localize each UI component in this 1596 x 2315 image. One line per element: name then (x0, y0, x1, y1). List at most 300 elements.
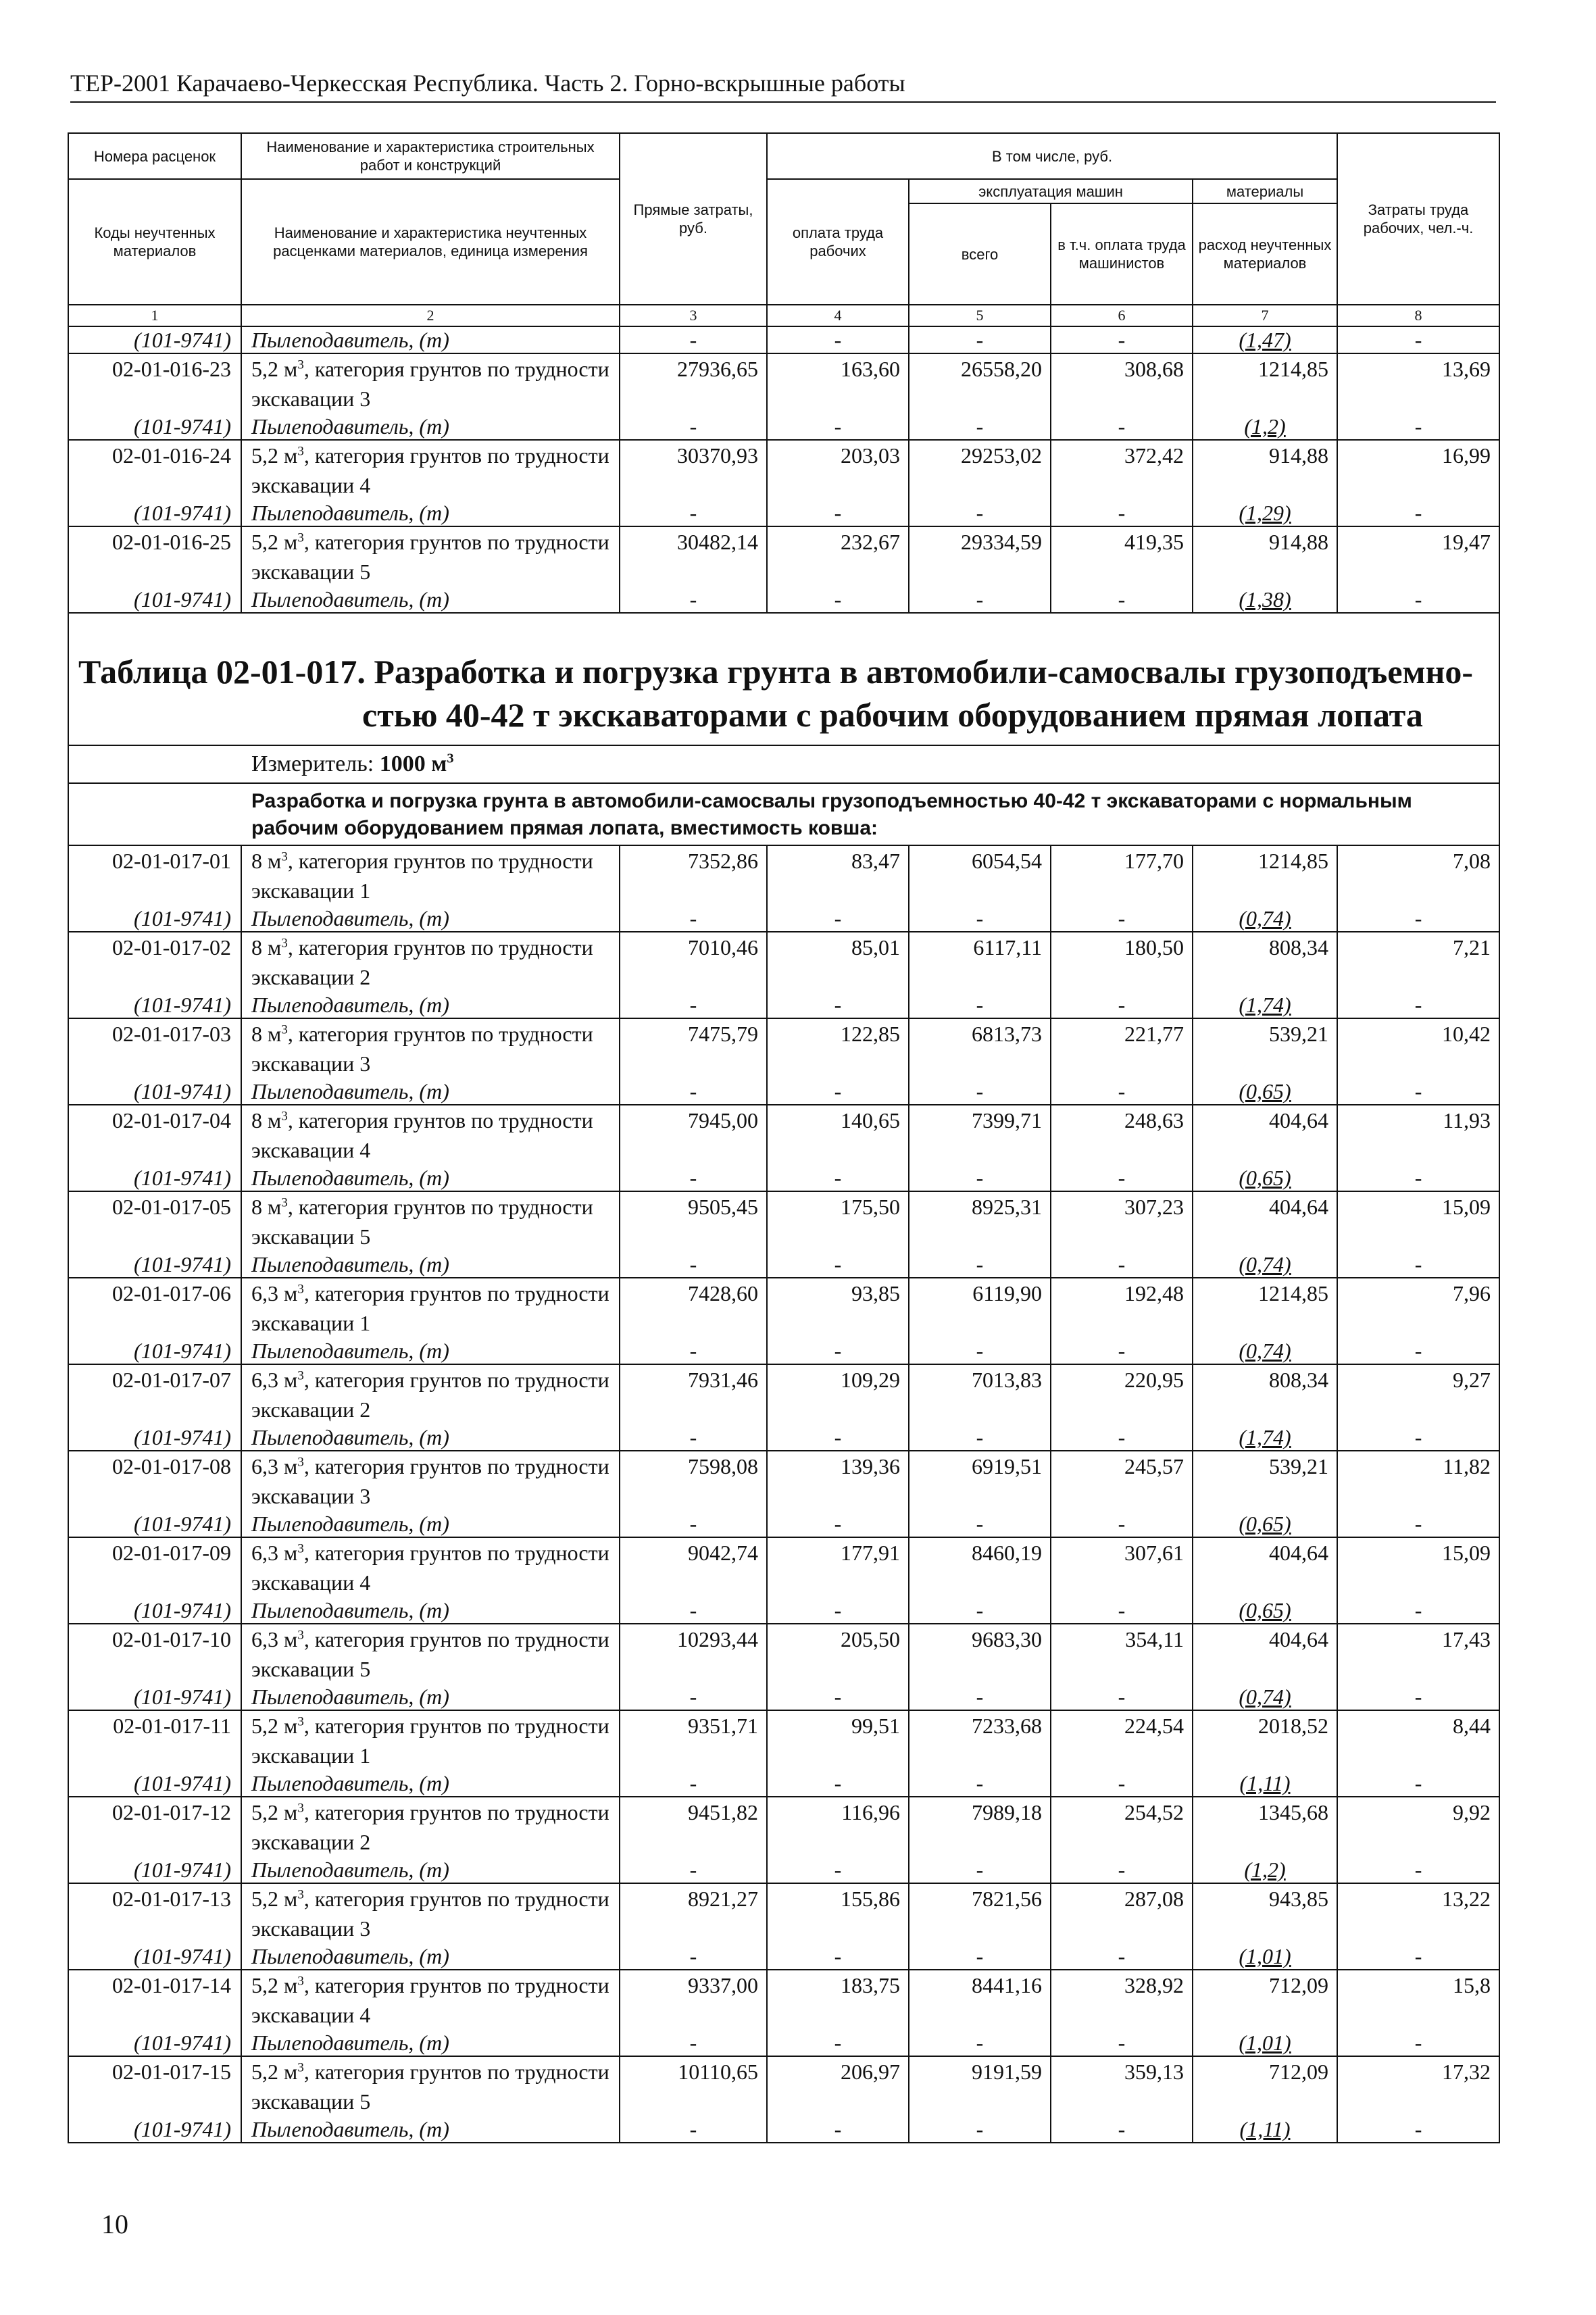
empty-value: - (1051, 1597, 1193, 1624)
empty-value: - (1337, 1597, 1499, 1624)
empty-value: - (909, 1597, 1051, 1624)
material-name: Пылеподавитель, (т) (241, 1424, 620, 1451)
measurer-value: 1000 $м^3$ (379, 751, 454, 776)
material-name: Пылеподавитель, (т) (241, 1770, 620, 1797)
materials-cost: 712,09 (1193, 2056, 1337, 2116)
labor-hours: 16,99 (1337, 440, 1499, 500)
material-code: (101-9741) (68, 1943, 241, 1970)
work-description: 6,3 $м^3$, категория грунтов по трудности экскавации 2 (241, 1364, 620, 1424)
direct-costs: 9351,71 (620, 1710, 767, 1770)
empty-value: - (767, 1684, 909, 1710)
empty-value: - (1051, 905, 1193, 932)
page-number: 10 (101, 2209, 128, 2239)
material-code: (101-9741) (68, 905, 241, 932)
materials-cost: 539,21 (1193, 1018, 1337, 1078)
empty-value: - (620, 1684, 767, 1710)
material-row (68, 414, 1499, 440)
machine-total: 9191,59 (909, 2056, 1051, 2116)
machine-total: 7013,83 (909, 1364, 1051, 1424)
machinist-pay: 224,54 (1051, 1710, 1193, 1770)
empty-value: - (767, 1857, 909, 1883)
col-number: 6 (1051, 305, 1193, 326)
labor-hours: 17,32 (1337, 2056, 1499, 2116)
empty-value: - (767, 2116, 909, 2143)
material-row (68, 1078, 1499, 1105)
empty-value: - (767, 500, 909, 526)
material-code: (101-9741) (68, 414, 241, 440)
material-row (68, 1251, 1499, 1278)
direct-costs: 7598,08 (620, 1451, 767, 1511)
material-code: (101-9741) (68, 1338, 241, 1364)
labor-pay: 177,91 (767, 1537, 909, 1597)
material-name: Пылеподавитель, (т) (241, 1943, 620, 1970)
work-description: 6,3 $м^3$, категория грунтов по трудности экскавации 4 (241, 1537, 620, 1597)
empty-value: - (909, 1251, 1051, 1278)
machine-total: 8925,31 (909, 1191, 1051, 1251)
work-description: 5,2 $м^3$, категория грунтов по трудности экскавации 3 (241, 353, 620, 414)
material-quantity: (0,74) (1193, 1338, 1337, 1364)
material-name: Пылеподавитель, (т) (241, 1078, 620, 1105)
material-name: Пылеподавитель, (т) (241, 1597, 620, 1624)
empty-value: - (1051, 1078, 1193, 1105)
empty-value: - (1337, 1338, 1499, 1364)
labor-hours: 8,44 (1337, 1710, 1499, 1770)
materials-cost: 808,34 (1193, 1364, 1337, 1424)
work-description: 6,3 $м^3$, категория грунтов по трудности экскавации 3 (241, 1451, 620, 1511)
material-quantity: (0,65) (1193, 1165, 1337, 1191)
material-quantity: (1,38) (1193, 587, 1337, 613)
material-name: Пылеподавитель, (т) (241, 1511, 620, 1537)
direct-costs: 8921,27 (620, 1883, 767, 1943)
work-description: 8 $м^3$, категория грунтов по трудности экскавации 3 (241, 1018, 620, 1078)
machine-total: 6054,54 (909, 845, 1051, 905)
empty-value: - (1051, 1943, 1193, 1970)
rate-code: 02-01-017-01 (68, 845, 241, 905)
empty-value: - (1051, 1684, 1193, 1710)
empty-value: - (620, 1424, 767, 1451)
direct-costs: 9042,74 (620, 1537, 767, 1597)
labor-pay: 183,75 (767, 1970, 909, 2030)
work-description: 5,2 $м^3$, категория грунтов по трудности экскавации 5 (241, 2056, 620, 2116)
measurer (68, 745, 1499, 783)
empty-value: - (909, 1943, 1051, 1970)
col1-top-header: Номера расценок (68, 133, 241, 179)
machine-total: 7399,71 (909, 1105, 1051, 1165)
table-row (68, 1883, 1499, 1943)
direct-costs: 9451,82 (620, 1797, 767, 1857)
direct-costs-header: Прямые затраты, руб. (620, 133, 767, 305)
material-code: (101-9741) (68, 1511, 241, 1537)
machine-total: 26558,20 (909, 353, 1051, 414)
direct-costs: 9337,00 (620, 1970, 767, 2030)
machinist-pay: 221,77 (1051, 1018, 1193, 1078)
material-row (68, 1770, 1499, 1797)
empty-value: - (767, 1943, 909, 1970)
table-title (68, 613, 1499, 745)
empty-value: - (909, 1770, 1051, 1797)
rate-code: 02-01-017-12 (68, 1797, 241, 1857)
direct-costs: 7931,46 (620, 1364, 767, 1424)
labor-hours: 19,47 (1337, 526, 1499, 587)
empty-value: - (1337, 1165, 1499, 1191)
direct-costs: 9505,45 (620, 1191, 767, 1251)
rate-code: 02-01-017-09 (68, 1537, 241, 1597)
materials-cost: 404,64 (1193, 1105, 1337, 1165)
material-row (68, 905, 1499, 932)
work-description: 6,3 $м^3$, категория грунтов по трудности экскавации 1 (241, 1278, 620, 1338)
labor-hours: 7,96 (1337, 1278, 1499, 1338)
col-number: 3 (620, 305, 767, 326)
labor-pay: 232,67 (767, 526, 909, 587)
material-name: Пылеподавитель, (т) (241, 414, 620, 440)
machinist-pay: 419,35 (1051, 526, 1193, 587)
material-name: Пылеподавитель, (т) (241, 326, 620, 353)
materials-header: материалы (1193, 179, 1337, 203)
empty-value: - (909, 326, 1051, 353)
material-quantity: (1,11) (1193, 1770, 1337, 1797)
machinist-pay: 359,13 (1051, 2056, 1193, 2116)
col2-bottom-header: Наименование и характеристика неучтенных расценками материалов, единица измерения (241, 179, 620, 305)
machine-total: 8441,16 (909, 1970, 1051, 2030)
materials-cost: 404,64 (1193, 1537, 1337, 1597)
material-row (68, 2030, 1499, 2056)
empty-value: - (1337, 326, 1499, 353)
col-number: 8 (1337, 305, 1499, 326)
empty-value: - (620, 1943, 767, 1970)
table-row (68, 1624, 1499, 1684)
machine-total: 6119,90 (909, 1278, 1051, 1338)
group-heading: Разработка и погрузка грунта в автомобили-самосвалы грузоподъемностью 40-42 т экскаваторами с нормальным рабочим оборудованием прямая лопата, вместимость ковша: (68, 783, 1499, 845)
empty-value: - (1051, 2030, 1193, 2056)
material-quantity: (0,65) (1193, 1597, 1337, 1624)
work-description: 6,3 $м^3$, категория грунтов по трудности экскавации 5 (241, 1624, 620, 1684)
machinist-pay: 307,61 (1051, 1537, 1193, 1597)
empty-value: - (767, 992, 909, 1018)
table-row (68, 1797, 1499, 1857)
material-name: Пылеподавитель, (т) (241, 587, 620, 613)
material-quantity: (1,74) (1193, 1424, 1337, 1451)
machinist-pay: 180,50 (1051, 932, 1193, 992)
empty-value: - (909, 1511, 1051, 1537)
empty-value: - (1337, 2116, 1499, 2143)
machinist-pay: 192,48 (1051, 1278, 1193, 1338)
material-name: Пылеподавитель, (т) (241, 1251, 620, 1278)
labor-pay: 175,50 (767, 1191, 909, 1251)
labor-pay: 139,36 (767, 1451, 909, 1511)
column-numbers-row (68, 305, 1499, 326)
empty-value: - (1337, 2030, 1499, 2056)
labor-pay: 140,65 (767, 1105, 909, 1165)
empty-value: - (1051, 1338, 1193, 1364)
empty-value: - (620, 1857, 767, 1883)
labor-hours: 7,08 (1337, 845, 1499, 905)
empty-value: - (909, 2030, 1051, 2056)
machinist-pay: 254,52 (1051, 1797, 1193, 1857)
empty-value: - (909, 1684, 1051, 1710)
labor-hours: 10,42 (1337, 1018, 1499, 1078)
labor-hours: 17,43 (1337, 1624, 1499, 1684)
empty-value: - (767, 414, 909, 440)
rates-table-wrap (68, 132, 1499, 2143)
materials-cost: 539,21 (1193, 1451, 1337, 1511)
labor-pay-header: оплата труда рабочих (767, 179, 909, 305)
labor-pay: 206,97 (767, 2056, 909, 2116)
direct-costs: 27936,65 (620, 353, 767, 414)
labor-pay: 83,47 (767, 845, 909, 905)
machine-op-header: эксплуатация машин (909, 179, 1193, 203)
material-quantity: (1,2) (1193, 1857, 1337, 1883)
first-table-body (68, 326, 1499, 613)
material-row (68, 992, 1499, 1018)
empty-value: - (620, 500, 767, 526)
machine-total: 9683,30 (909, 1624, 1051, 1684)
empty-value: - (909, 1857, 1051, 1883)
empty-value: - (909, 1078, 1051, 1105)
material-row (68, 326, 1499, 353)
table-row (68, 526, 1499, 587)
labor-hours: 13,22 (1337, 1883, 1499, 1943)
rate-code: 02-01-017-10 (68, 1624, 241, 1684)
material-row (68, 1597, 1499, 1624)
empty-value: - (1337, 1770, 1499, 1797)
machine-total: 7233,68 (909, 1710, 1051, 1770)
labor-pay: 203,03 (767, 440, 909, 500)
materials-cost: 2018,52 (1193, 1710, 1337, 1770)
table-row (68, 1364, 1499, 1424)
empty-value: - (767, 326, 909, 353)
labor-pay: 163,60 (767, 353, 909, 414)
rate-code: 02-01-017-07 (68, 1364, 241, 1424)
rate-code: 02-01-017-11 (68, 1710, 241, 1770)
col-number: 7 (1193, 305, 1337, 326)
empty-value: - (620, 2030, 767, 2056)
table-row (68, 2056, 1499, 2116)
labor-costs-header: Затраты труда рабочих, чел.-ч. (1337, 133, 1499, 305)
labor-hours: 15,09 (1337, 1537, 1499, 1597)
work-description: 8 $м^3$, категория грунтов по трудности экскавации 5 (241, 1191, 620, 1251)
empty-value: - (1337, 1251, 1499, 1278)
material-code: (101-9741) (68, 500, 241, 526)
including-header: В том числе, руб. (767, 133, 1337, 179)
materials-cost: 914,88 (1193, 440, 1337, 500)
material-quantity: (0,74) (1193, 905, 1337, 932)
empty-value: - (767, 1165, 909, 1191)
labor-hours: 13,69 (1337, 353, 1499, 414)
empty-value: - (1337, 414, 1499, 440)
machinist-pay: 328,92 (1051, 1970, 1193, 2030)
direct-costs: 7945,00 (620, 1105, 767, 1165)
empty-value: - (1051, 414, 1193, 440)
empty-value: - (1051, 1165, 1193, 1191)
direct-costs: 7010,46 (620, 932, 767, 992)
material-name: Пылеподавитель, (т) (241, 1684, 620, 1710)
table-row (68, 1970, 1499, 2030)
material-quantity: (1,2) (1193, 414, 1337, 440)
table-row (68, 1451, 1499, 1511)
empty-value: - (909, 992, 1051, 1018)
material-code: (101-9741) (68, 1251, 241, 1278)
table-row (68, 440, 1499, 500)
rate-code: 02-01-017-15 (68, 2056, 241, 2116)
material-quantity: (0,65) (1193, 1511, 1337, 1537)
work-description: 5,2 $м^3$, категория грунтов по трудности экскавации 5 (241, 526, 620, 587)
machinist-pay: 248,63 (1051, 1105, 1193, 1165)
material-name: Пылеподавитель, (т) (241, 2116, 620, 2143)
empty-value: - (620, 905, 767, 932)
table-row (68, 932, 1499, 992)
table-title-line1: Таблица 02-01-017. Разработка и погрузка грунта в автомобили-самосвалы грузоподъемно- (78, 653, 1474, 691)
empty-value: - (620, 1597, 767, 1624)
empty-value: - (620, 1511, 767, 1537)
labor-pay: 122,85 (767, 1018, 909, 1078)
empty-value: - (620, 1078, 767, 1105)
labor-hours: 11,93 (1337, 1105, 1499, 1165)
machine-total: 29253,02 (909, 440, 1051, 500)
rate-code: 02-01-017-13 (68, 1883, 241, 1943)
machinist-pay-header: в т.ч. оплата труда машинистов (1051, 203, 1193, 305)
material-row (68, 1943, 1499, 1970)
material-row (68, 1511, 1499, 1537)
empty-value: - (767, 1424, 909, 1451)
machinist-pay: 307,23 (1051, 1191, 1193, 1251)
empty-value: - (767, 1078, 909, 1105)
material-name: Пылеподавитель, (т) (241, 1165, 620, 1191)
empty-value: - (767, 1251, 909, 1278)
labor-pay: 116,96 (767, 1797, 909, 1857)
col-number: 4 (767, 305, 909, 326)
empty-value: - (1337, 500, 1499, 526)
empty-value: - (1337, 905, 1499, 932)
empty-value: - (909, 905, 1051, 932)
material-code: (101-9741) (68, 1857, 241, 1883)
empty-value: - (620, 326, 767, 353)
material-name: Пылеподавитель, (т) (241, 992, 620, 1018)
labor-pay: 85,01 (767, 932, 909, 992)
rates-table (68, 132, 1500, 2143)
material-quantity: (1,01) (1193, 1943, 1337, 1970)
machine-total: 7989,18 (909, 1797, 1051, 1857)
labor-pay: 205,50 (767, 1624, 909, 1684)
labor-pay: 93,85 (767, 1278, 909, 1338)
empty-value: - (909, 500, 1051, 526)
machinist-pay: 308,68 (1051, 353, 1193, 414)
material-name: Пылеподавитель, (т) (241, 1338, 620, 1364)
empty-value: - (1337, 1857, 1499, 1883)
empty-value: - (1051, 1770, 1193, 1797)
materials-cost: 712,09 (1193, 1970, 1337, 2030)
material-code: (101-9741) (68, 587, 241, 613)
material-row (68, 500, 1499, 526)
empty-value: - (1337, 1943, 1499, 1970)
empty-value: - (1337, 1424, 1499, 1451)
work-description: 5,2 $м^3$, категория грунтов по трудности экскавации 3 (241, 1883, 620, 1943)
table-row (68, 1018, 1499, 1078)
material-quantity: (0,74) (1193, 1684, 1337, 1710)
work-description: 8 $м^3$, категория грунтов по трудности экскавации 4 (241, 1105, 620, 1165)
empty-value: - (620, 1165, 767, 1191)
empty-value: - (767, 2030, 909, 2056)
material-quantity: (1,74) (1193, 992, 1337, 1018)
material-code: (101-9741) (68, 1078, 241, 1105)
empty-value: - (620, 1770, 767, 1797)
unaccounted-materials-header: расход неучтенных материалов (1193, 203, 1337, 305)
machinist-pay: 372,42 (1051, 440, 1193, 500)
work-description: 5,2 $м^3$, категория грунтов по трудности экскавации 2 (241, 1797, 620, 1857)
labor-hours: 15,09 (1337, 1191, 1499, 1251)
empty-value: - (767, 1770, 909, 1797)
direct-costs: 10110,65 (620, 2056, 767, 2116)
rate-code: 02-01-017-02 (68, 932, 241, 992)
work-description: 8 $м^3$, категория грунтов по трудности экскавации 1 (241, 845, 620, 905)
empty-value: - (909, 587, 1051, 613)
empty-value: - (620, 414, 767, 440)
empty-value: - (1051, 1424, 1193, 1451)
table-row (68, 1191, 1499, 1251)
material-quantity: (0,65) (1193, 1078, 1337, 1105)
materials-cost: 404,64 (1193, 1624, 1337, 1684)
machinist-pay: 245,57 (1051, 1451, 1193, 1511)
material-row (68, 1857, 1499, 1883)
materials-cost: 914,88 (1193, 526, 1337, 587)
empty-value: - (767, 587, 909, 613)
col1-bottom-header: Коды неучтенных материалов (68, 179, 241, 305)
rate-code: 02-01-017-06 (68, 1278, 241, 1338)
material-quantity: (1,29) (1193, 500, 1337, 526)
empty-value: - (1337, 1684, 1499, 1710)
empty-value: - (1337, 1511, 1499, 1537)
labor-hours: 9,27 (1337, 1364, 1499, 1424)
machine-total: 6813,73 (909, 1018, 1051, 1078)
work-description: 5,2 $м^3$, категория грунтов по трудности экскавации 1 (241, 1710, 620, 1770)
machinist-pay: 354,11 (1051, 1624, 1193, 1684)
direct-costs: 30370,93 (620, 440, 767, 500)
empty-value: - (909, 1338, 1051, 1364)
material-row (68, 1424, 1499, 1451)
direct-costs: 7475,79 (620, 1018, 767, 1078)
material-row (68, 1684, 1499, 1710)
empty-value: - (767, 905, 909, 932)
empty-value: - (620, 1338, 767, 1364)
materials-cost: 404,64 (1193, 1191, 1337, 1251)
empty-value: - (1051, 1857, 1193, 1883)
empty-value: - (1051, 2116, 1193, 2143)
page-header: ТЕР-2001 Карачаево-Черкесская Республика. Часть 2. Горно-вскрышные работы (70, 69, 1496, 103)
machinist-pay: 177,70 (1051, 845, 1193, 905)
material-code: (101-9741) (68, 1770, 241, 1797)
material-code: (101-9741) (68, 1597, 241, 1624)
empty-value: - (1051, 326, 1193, 353)
machine-total: 6117,11 (909, 932, 1051, 992)
empty-value: - (767, 1597, 909, 1624)
table-row (68, 845, 1499, 905)
material-code: (101-9741) (68, 992, 241, 1018)
empty-value: - (909, 1165, 1051, 1191)
material-code: (101-9741) (68, 1165, 241, 1191)
machinist-pay: 220,95 (1051, 1364, 1193, 1424)
rate-code: 02-01-016-23 (68, 353, 241, 414)
material-row (68, 1338, 1499, 1364)
table-title-section (68, 613, 1499, 845)
materials-cost: 808,34 (1193, 932, 1337, 992)
labor-hours: 15,8 (1337, 1970, 1499, 2030)
rate-code: 02-01-017-08 (68, 1451, 241, 1511)
materials-cost: 1214,85 (1193, 1278, 1337, 1338)
table-row (68, 1278, 1499, 1338)
labor-hours: 11,82 (1337, 1451, 1499, 1511)
material-row (68, 587, 1499, 613)
empty-value: - (1337, 992, 1499, 1018)
material-row (68, 2116, 1499, 2143)
